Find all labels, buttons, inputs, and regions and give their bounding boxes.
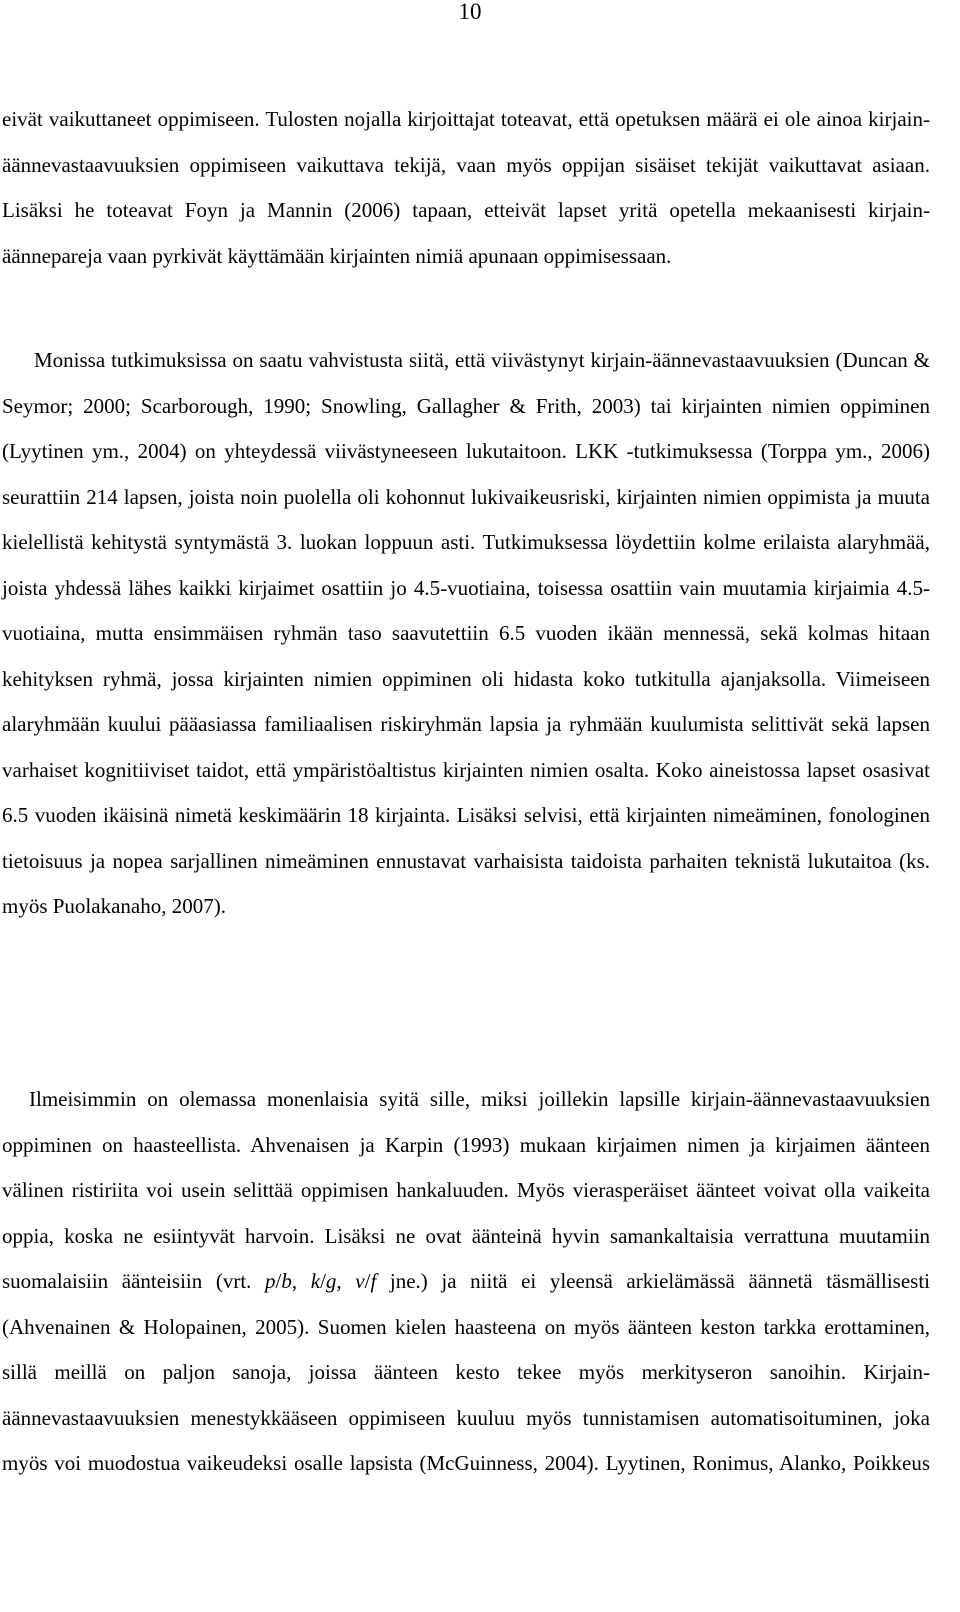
comma-separator: ,	[291, 1269, 311, 1293]
comma-separator: ,	[336, 1269, 356, 1293]
italic-letter-g: g	[325, 1269, 337, 1293]
italic-letter-f: f	[370, 1269, 377, 1293]
slash-separator: /	[320, 1269, 326, 1293]
italic-letter-v: v	[355, 1269, 365, 1293]
paragraph-3-text-start: Ilmeisimmin on olemassa monenlaisia syitä sille, miksi joillekin lapsille kirjain-äännevastaavuuksien oppiminen on haasteellista. Ahvenaisen ja Karpin (1993) mukaan kirjaimen nimen ja kirjaimen äänteen välinen ristiriita voi usein selittää oppimisen hankaluuden. Myös vierasperäiset äänteet voivat olla vaikeita oppia, koska ne esiintyvät harvoin. Lisäksi ne ovat äänteinä hyvin samankaltaisia verrattuna muutamiin suomalaisiin äänteisiin (vrt.	[2, 1087, 930, 1293]
body-paragraph-3	[2, 1077, 930, 1487]
italic-letter-p: p	[265, 1269, 276, 1293]
body-paragraph-1: eivät vaikuttaneet oppimiseen. Tulosten nojalla kirjoittajat toteavat, että opetuksen määrä ei ole ainoa kirjain-äännevastaavuuksien oppimiseen vaikuttava tekijä, vaan myös oppijan sisäiset tekijät vaikuttavat asiaan. Lisäksi he toteavat Foyn ja Mannin (2006) tapaan, etteivät lapset yritä opetella mekaanisesti kirjain-äännepareja vaan pyrkivät käyttämään kirjainten nimiä apunaan oppimisessaan.	[2, 107, 930, 268]
slash-separator: /	[364, 1269, 371, 1293]
body-paragraph-2: Monissa tutkimuksissa on saatu vahvistusta siitä, että viivästynyt kirjain-äännevastaavuuksien (Duncan & Seymor; 2000; Scarborough, 1990; Snowling, Gallagher & Frith, 2003) tai kirjainten nimien oppiminen (Lyytinen ym., 2004) on yhteydessä viivästyneeseen lukutaitoon. LKK -tutkimuksessa (Torppa ym., 2006) seurattiin 214 lapsen, joista noin puolella oli kohonnut lukivaikeusriski, kirjainten nimien oppimista ja muuta kielellistä kehitystä syntymästä 3. luokan loppuun asti. Tutkimuksessa löydettiin kolme erilaista alaryhmää, joista yhdessä lähes kaikki kirjaimet osattiin jo 4.5-vuotiaina, toisessa osattiin vain muutamia kirjaimia 4.5-vuotiaina, mutta ensimmäisen ryhmän taso saavutettiin 6.5 vuoden ikään mennessä, sekä kolmas hitaan kehityksen ryhmä, jossa kirjainten nimien oppiminen oli hidasta koko tutkitulla ajanjaksolla. Viimeiseen alaryhmään kuului pääasiassa familiaalisen riskiryhmän lapsia ja ryhmään kuulumista selittivät sekä lapsen varhaiset kognitiiviset taidot, että ympäristöaltistus kirjainten nimien osalta. Koko aineistossa lapset osasivat 6.5 vuoden ikäisinä nimetä keskimäärin 18 kirjainta. Lisäksi selvisi, että kirjainten nimeäminen, fonologinen tietoisuus ja nopea sarjallinen nimeäminen ennustavat varhaisista taidoista parhaiten teknistä lukutaitoa (ks. myös Puolakanaho, 2007).	[2, 348, 930, 918]
italic-letter-k: k	[310, 1269, 321, 1293]
page-number: 10	[458, 0, 482, 24]
slash-separator: /	[275, 1269, 282, 1293]
paragraph-3-text-end: jne.) ja niitä ei yleensä arkielämässä äännetä täsmällisesti (Ahvenainen & Holopainen, 2005). Suomen kielen haasteena on myös äänteen keston tarkka erottaminen, sillä meillä on paljon sanoja, joissa äänteen kesto tekee myös merkityseron sanoihin. Kirjain-äännevastaavuuksien menestykkääseen oppimiseen kuuluu myös tunnistamisen automatisoituminen, joka myös voi muodostua vaikeudeksi osalle lapsista (McGuinness, 2004). Lyytinen, Ronimus, Alanko, Poikkeus	[2, 1269, 931, 1475]
italic-letter-b: b	[281, 1269, 292, 1293]
